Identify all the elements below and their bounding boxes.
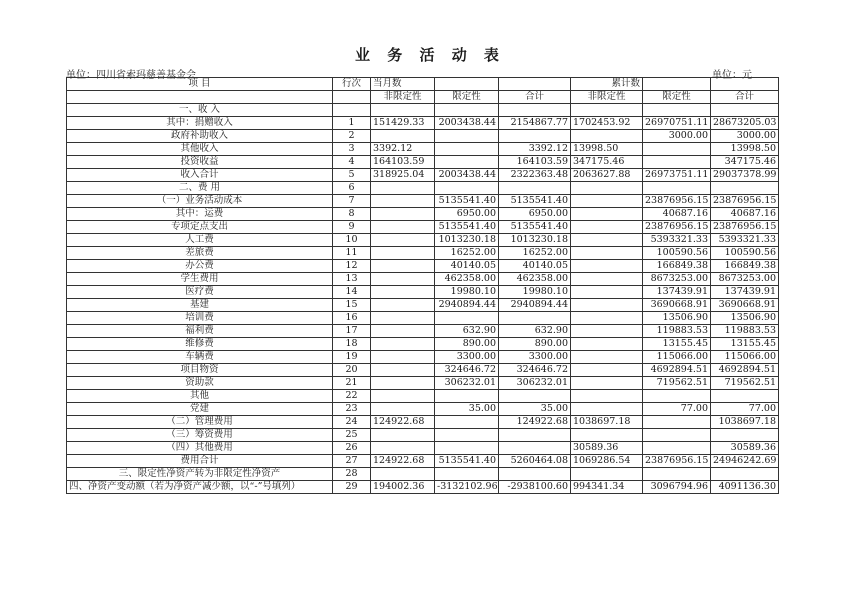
row-number: 29 <box>333 481 371 494</box>
cumulative-unrestricted: 30589.36 <box>571 442 643 455</box>
row-item: （三）筹资费用 <box>67 429 333 442</box>
current-restricted <box>435 182 499 195</box>
activity-table <box>66 77 779 494</box>
current-total: 632.90 <box>499 325 571 338</box>
row-item: 投资收益 <box>67 156 333 169</box>
cumulative-unrestricted <box>571 130 643 143</box>
current-total: 2940894.44 <box>499 299 571 312</box>
currency-unit: 单位：元 <box>712 70 752 81</box>
current-unrestricted <box>371 325 435 338</box>
row-item: 维修费 <box>67 338 333 351</box>
cumulative-total: 40687.16 <box>711 208 779 221</box>
row-item: （一）业务活动成本 <box>67 195 333 208</box>
current-unrestricted: 194002.36 <box>371 481 435 494</box>
current-total: 40140.05 <box>499 260 571 273</box>
current-restricted: 1013230.18 <box>435 234 499 247</box>
current-total: -2938100.60 <box>499 481 571 494</box>
header-item: 项 目 <box>67 78 333 91</box>
row-number: 5 <box>333 169 371 182</box>
table-row <box>67 182 779 195</box>
cumulative-total: 30589.36 <box>711 442 779 455</box>
current-unrestricted <box>371 286 435 299</box>
row-number: 24 <box>333 416 371 429</box>
row-item: 费用合计 <box>67 455 333 468</box>
cumulative-restricted: 23876956.15 <box>643 221 711 234</box>
cumulative-unrestricted <box>571 429 643 442</box>
current-unrestricted: 151429.33 <box>371 117 435 130</box>
cumulative-unrestricted: 1069286.54 <box>571 455 643 468</box>
cumulative-total: 13998.50 <box>711 143 779 156</box>
row-item: 政府补助收入 <box>67 130 333 143</box>
cumulative-unrestricted <box>571 234 643 247</box>
cumulative-total: 29037378.99 <box>711 169 779 182</box>
table-row <box>67 247 779 260</box>
row-item: 车辆费 <box>67 351 333 364</box>
current-total: 3392.12 <box>499 143 571 156</box>
current-total: 5135541.40 <box>499 195 571 208</box>
row-item: 项目物资 <box>67 364 333 377</box>
current-restricted: 6950.00 <box>435 208 499 221</box>
row-number: 6 <box>333 182 371 195</box>
cumulative-restricted <box>643 416 711 429</box>
current-total <box>499 182 571 195</box>
current-restricted: -3132102.96 <box>435 481 499 494</box>
cumulative-unrestricted <box>571 260 643 273</box>
row-number: 27 <box>333 455 371 468</box>
cumulative-restricted: 26970751.11 <box>643 117 711 130</box>
table-row <box>67 481 779 494</box>
cumulative-unrestricted <box>571 403 643 416</box>
cumulative-total: 8673253.00 <box>711 273 779 286</box>
current-total <box>499 104 571 117</box>
row-number: 7 <box>333 195 371 208</box>
current-total <box>499 312 571 325</box>
cumulative-total: 719562.51 <box>711 377 779 390</box>
current-total: 35.00 <box>499 403 571 416</box>
row-item: 差旅费 <box>67 247 333 260</box>
current-restricted: 5135541.40 <box>435 195 499 208</box>
table-row <box>67 130 779 143</box>
current-restricted: 16252.00 <box>435 247 499 260</box>
row-number: 2 <box>333 130 371 143</box>
cumulative-restricted: 137439.91 <box>643 286 711 299</box>
row-number: 19 <box>333 351 371 364</box>
table-row <box>67 377 779 390</box>
cumulative-restricted: 5393321.33 <box>643 234 711 247</box>
row-item: 其中：捐赠收入 <box>67 117 333 130</box>
cumulative-unrestricted <box>571 221 643 234</box>
table-row <box>67 286 779 299</box>
header-blank <box>499 78 571 91</box>
cumulative-unrestricted <box>571 390 643 403</box>
table-row <box>67 455 779 468</box>
row-number: 17 <box>333 325 371 338</box>
current-restricted: 19980.10 <box>435 286 499 299</box>
row-item: 一、收 入 <box>67 104 333 117</box>
row-number <box>333 104 371 117</box>
current-unrestricted <box>371 299 435 312</box>
cumulative-total <box>711 429 779 442</box>
row-number: 23 <box>333 403 371 416</box>
table-row <box>67 169 779 182</box>
cumulative-unrestricted <box>571 338 643 351</box>
row-item: 四、净资产变动额（若为净资产减少额，以“-”号填列） <box>67 481 333 494</box>
organization-unit: 单位：四川省索玛慈善基金会 <box>66 70 196 81</box>
cumulative-unrestricted: 994341.34 <box>571 481 643 494</box>
current-restricted: 890.00 <box>435 338 499 351</box>
current-total <box>499 390 571 403</box>
cumulative-total: 115066.00 <box>711 351 779 364</box>
header-unrestricted: 非限定性 <box>571 91 643 104</box>
current-restricted: 5135541.40 <box>435 221 499 234</box>
header-unrestricted: 非限定性 <box>371 91 435 104</box>
row-item: 资助款 <box>67 377 333 390</box>
cumulative-total: 77.00 <box>711 403 779 416</box>
row-number: 9 <box>333 221 371 234</box>
row-number: 10 <box>333 234 371 247</box>
cumulative-total: 13506.90 <box>711 312 779 325</box>
table-row <box>67 208 779 221</box>
cumulative-unrestricted <box>571 377 643 390</box>
cumulative-restricted <box>643 468 711 481</box>
header-row-no: 行次 <box>333 78 371 91</box>
current-restricted: 40140.05 <box>435 260 499 273</box>
cumulative-restricted: 119883.53 <box>643 325 711 338</box>
cumulative-total: 347175.46 <box>711 156 779 169</box>
cumulative-unrestricted: 347175.46 <box>571 156 643 169</box>
cumulative-unrestricted <box>571 273 643 286</box>
current-unrestricted <box>371 442 435 455</box>
cumulative-restricted: 23876956.15 <box>643 195 711 208</box>
current-restricted: 2940894.44 <box>435 299 499 312</box>
row-number: 13 <box>333 273 371 286</box>
row-item: 其他收入 <box>67 143 333 156</box>
cumulative-restricted: 40687.16 <box>643 208 711 221</box>
cumulative-restricted: 3096794.96 <box>643 481 711 494</box>
row-number: 3 <box>333 143 371 156</box>
current-unrestricted <box>371 247 435 260</box>
cumulative-total <box>711 390 779 403</box>
current-total: 1013230.18 <box>499 234 571 247</box>
cumulative-unrestricted <box>571 208 643 221</box>
row-number: 16 <box>333 312 371 325</box>
current-unrestricted <box>371 364 435 377</box>
cumulative-total <box>711 468 779 481</box>
cumulative-total: 1038697.18 <box>711 416 779 429</box>
current-unrestricted <box>371 221 435 234</box>
cumulative-total: 100590.56 <box>711 247 779 260</box>
current-restricted <box>435 156 499 169</box>
current-restricted <box>435 468 499 481</box>
row-number: 18 <box>333 338 371 351</box>
current-total: 124922.68 <box>499 416 571 429</box>
table-row <box>67 364 779 377</box>
current-total: 324646.72 <box>499 364 571 377</box>
table-row <box>67 104 779 117</box>
current-restricted: 632.90 <box>435 325 499 338</box>
cumulative-restricted <box>643 104 711 117</box>
cumulative-restricted: 4692894.51 <box>643 364 711 377</box>
cumulative-total: 23876956.15 <box>711 221 779 234</box>
cumulative-unrestricted <box>571 182 643 195</box>
row-item: 专项定点支出 <box>67 221 333 234</box>
row-number: 20 <box>333 364 371 377</box>
cumulative-unrestricted <box>571 364 643 377</box>
cumulative-total: 24946242.69 <box>711 455 779 468</box>
row-number: 1 <box>333 117 371 130</box>
cumulative-restricted: 26973751.11 <box>643 169 711 182</box>
table-row <box>67 273 779 286</box>
table-row <box>67 429 779 442</box>
header-total: 合计 <box>711 91 779 104</box>
table-row <box>67 260 779 273</box>
current-total: 3300.00 <box>499 351 571 364</box>
row-number: 21 <box>333 377 371 390</box>
current-unrestricted <box>371 312 435 325</box>
row-number: 15 <box>333 299 371 312</box>
current-unrestricted <box>371 130 435 143</box>
cumulative-total <box>711 104 779 117</box>
table-row <box>67 143 779 156</box>
cumulative-total: 4091136.30 <box>711 481 779 494</box>
current-total: 16252.00 <box>499 247 571 260</box>
current-unrestricted: 124922.68 <box>371 416 435 429</box>
cumulative-restricted: 3000.00 <box>643 130 711 143</box>
cumulative-total: 4692894.51 <box>711 364 779 377</box>
current-total: 6950.00 <box>499 208 571 221</box>
row-item: 基建 <box>67 299 333 312</box>
current-total <box>499 429 571 442</box>
row-item: 福利费 <box>67 325 333 338</box>
cumulative-restricted: 23876956.15 <box>643 455 711 468</box>
header-row-1 <box>67 78 779 91</box>
cumulative-total: 137439.91 <box>711 286 779 299</box>
row-number: 12 <box>333 260 371 273</box>
table-row <box>67 351 779 364</box>
current-unrestricted: 3392.12 <box>371 143 435 156</box>
current-restricted: 324646.72 <box>435 364 499 377</box>
current-restricted <box>435 143 499 156</box>
cumulative-restricted: 77.00 <box>643 403 711 416</box>
cumulative-total <box>711 182 779 195</box>
table-row <box>67 416 779 429</box>
table-row <box>67 117 779 130</box>
cumulative-total: 3000.00 <box>711 130 779 143</box>
cumulative-unrestricted: 2063627.88 <box>571 169 643 182</box>
current-restricted <box>435 390 499 403</box>
row-number: 11 <box>333 247 371 260</box>
header-blank <box>435 78 499 91</box>
current-unrestricted <box>371 351 435 364</box>
current-unrestricted <box>371 390 435 403</box>
row-number: 8 <box>333 208 371 221</box>
row-item: 医疗费 <box>67 286 333 299</box>
row-item: 党建 <box>67 403 333 416</box>
cumulative-unrestricted <box>571 468 643 481</box>
current-unrestricted <box>371 403 435 416</box>
current-unrestricted <box>371 338 435 351</box>
table-row <box>67 312 779 325</box>
current-restricted <box>435 442 499 455</box>
header-blank <box>643 78 711 91</box>
current-restricted: 462358.00 <box>435 273 499 286</box>
cumulative-restricted: 8673253.00 <box>643 273 711 286</box>
current-unrestricted <box>371 468 435 481</box>
current-unrestricted: 124922.68 <box>371 455 435 468</box>
current-total: 164103.59 <box>499 156 571 169</box>
cumulative-unrestricted <box>571 195 643 208</box>
row-item: （二）管理费用 <box>67 416 333 429</box>
cumulative-total: 28673205.03 <box>711 117 779 130</box>
row-number: 4 <box>333 156 371 169</box>
table-row <box>67 338 779 351</box>
cumulative-unrestricted <box>571 299 643 312</box>
report-title: 业 务 活 动 表 <box>355 46 505 64</box>
current-unrestricted <box>371 182 435 195</box>
current-total: 19980.10 <box>499 286 571 299</box>
cumulative-total: 166849.38 <box>711 260 779 273</box>
current-restricted <box>435 104 499 117</box>
table-row <box>67 195 779 208</box>
row-item: 其他 <box>67 390 333 403</box>
row-number: 25 <box>333 429 371 442</box>
cumulative-total: 3690668.91 <box>711 299 779 312</box>
header-row-2 <box>67 91 779 104</box>
current-total: 306232.01 <box>499 377 571 390</box>
cumulative-restricted <box>643 429 711 442</box>
cumulative-unrestricted <box>571 104 643 117</box>
table-row <box>67 403 779 416</box>
cumulative-restricted <box>643 156 711 169</box>
header-total: 合计 <box>499 91 571 104</box>
cumulative-unrestricted <box>571 247 643 260</box>
table-row <box>67 325 779 338</box>
cumulative-total: 13155.45 <box>711 338 779 351</box>
row-item: 收入合计 <box>67 169 333 182</box>
current-total: 2322363.48 <box>499 169 571 182</box>
cumulative-restricted: 166849.38 <box>643 260 711 273</box>
row-number: 22 <box>333 390 371 403</box>
cumulative-unrestricted <box>571 325 643 338</box>
current-unrestricted <box>371 273 435 286</box>
current-restricted <box>435 429 499 442</box>
cumulative-restricted: 13155.45 <box>643 338 711 351</box>
row-number: 28 <box>333 468 371 481</box>
current-total: 890.00 <box>499 338 571 351</box>
row-item: 三、限定性净资产转为非限定性净资产 <box>67 468 333 481</box>
header-restricted: 限定性 <box>435 91 499 104</box>
header-blank <box>711 78 779 91</box>
current-unrestricted: 164103.59 <box>371 156 435 169</box>
cumulative-unrestricted: 1702453.92 <box>571 117 643 130</box>
cumulative-restricted: 719562.51 <box>643 377 711 390</box>
cumulative-total: 5393321.33 <box>711 234 779 247</box>
current-total: 2154867.77 <box>499 117 571 130</box>
current-total <box>499 468 571 481</box>
row-item: 二、费 用 <box>67 182 333 195</box>
current-restricted: 3300.00 <box>435 351 499 364</box>
table-row <box>67 221 779 234</box>
cumulative-unrestricted: 1038697.18 <box>571 416 643 429</box>
cumulative-restricted: 13506.90 <box>643 312 711 325</box>
current-unrestricted <box>371 260 435 273</box>
table-row <box>67 234 779 247</box>
cumulative-restricted <box>643 143 711 156</box>
header-current-month: 当月数 <box>371 78 435 91</box>
current-restricted: 2003438.44 <box>435 117 499 130</box>
table-row <box>67 299 779 312</box>
table-row <box>67 468 779 481</box>
current-total <box>499 130 571 143</box>
table-row <box>67 156 779 169</box>
current-total: 5260464.08 <box>499 455 571 468</box>
cumulative-unrestricted <box>571 351 643 364</box>
current-restricted <box>435 312 499 325</box>
cumulative-restricted <box>643 390 711 403</box>
table-row <box>67 442 779 455</box>
header-restricted: 限定性 <box>643 91 711 104</box>
cumulative-restricted: 100590.56 <box>643 247 711 260</box>
row-item: 其中：运费 <box>67 208 333 221</box>
row-item: （四）其他费用 <box>67 442 333 455</box>
header-cumulative: 累计数 <box>571 78 643 91</box>
current-unrestricted <box>371 208 435 221</box>
row-item: 学生费用 <box>67 273 333 286</box>
cumulative-restricted <box>643 442 711 455</box>
current-unrestricted <box>371 234 435 247</box>
current-total: 462358.00 <box>499 273 571 286</box>
row-number: 14 <box>333 286 371 299</box>
cumulative-unrestricted <box>571 286 643 299</box>
current-unrestricted <box>371 195 435 208</box>
row-number: 26 <box>333 442 371 455</box>
current-unrestricted <box>371 104 435 117</box>
current-total: 5135541.40 <box>499 221 571 234</box>
row-item: 人工费 <box>67 234 333 247</box>
current-restricted: 35.00 <box>435 403 499 416</box>
cumulative-restricted: 3690668.91 <box>643 299 711 312</box>
current-restricted: 306232.01 <box>435 377 499 390</box>
current-restricted <box>435 416 499 429</box>
table-row <box>67 390 779 403</box>
current-unrestricted <box>371 429 435 442</box>
current-restricted: 5135541.40 <box>435 455 499 468</box>
current-restricted <box>435 130 499 143</box>
row-item: 办公费 <box>67 260 333 273</box>
cumulative-unrestricted <box>571 312 643 325</box>
current-unrestricted: 318925.04 <box>371 169 435 182</box>
header-blank <box>333 91 371 104</box>
current-unrestricted <box>371 377 435 390</box>
row-item: 培训费 <box>67 312 333 325</box>
cumulative-restricted <box>643 182 711 195</box>
current-restricted: 2003438.44 <box>435 169 499 182</box>
header-blank <box>67 91 333 104</box>
cumulative-unrestricted: 13998.50 <box>571 143 643 156</box>
cumulative-restricted: 115066.00 <box>643 351 711 364</box>
cumulative-total: 119883.53 <box>711 325 779 338</box>
current-total <box>499 442 571 455</box>
cumulative-total: 23876956.15 <box>711 195 779 208</box>
